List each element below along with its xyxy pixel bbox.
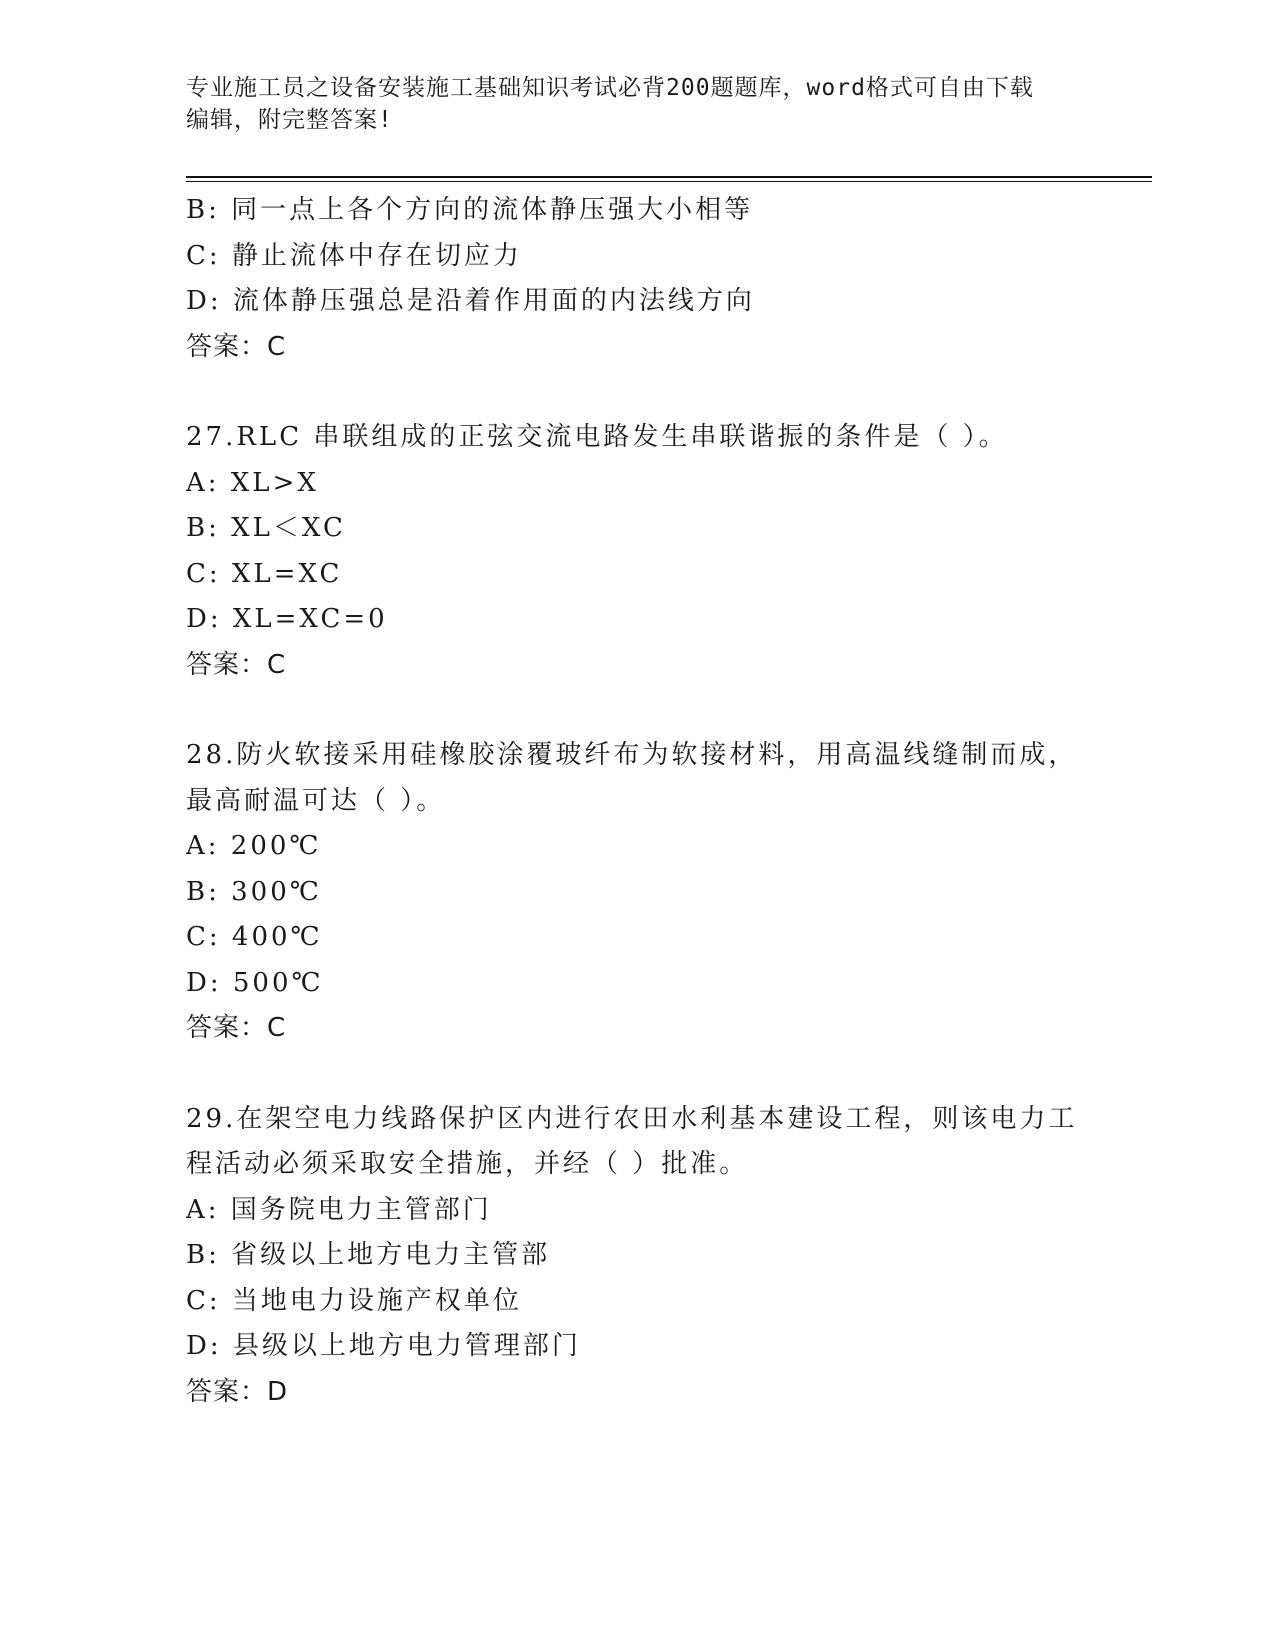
page-header	[186, 72, 1066, 136]
option-c: C: 400℃	[186, 922, 323, 952]
option-d: D: 县级以上地方电力管理部门	[186, 1331, 581, 1361]
header-title-line-2: 编辑，附完整答案!	[186, 107, 393, 133]
answer-line: 答案：D	[186, 1376, 289, 1407]
header-divider-thick	[186, 176, 1152, 178]
header-divider-thin	[186, 181, 1152, 182]
option-b: B: 300℃	[186, 876, 322, 907]
header-title-line-1: 专业施工员之设备安装施工基础知识考试必背200题题库，word格式可自由下载	[186, 75, 1034, 101]
question-stem-line-1: 28.防火软接采用硅橡胶涂覆玻纤布为软接材料，用高温线缝制而成，	[186, 740, 1078, 770]
option-d: D: 流体静压强总是沿着作用面的内法线方向	[186, 286, 755, 316]
answer-line: 答案：C	[186, 331, 287, 362]
question-26-tail	[186, 188, 1086, 370]
question-27	[186, 415, 1086, 688]
option-c: C: 当地电力设施产权单位	[186, 1285, 522, 1316]
answer-line: 答案：C	[186, 649, 287, 680]
spacer	[186, 1052, 1086, 1097]
option-a: A: 200℃	[186, 831, 322, 861]
answer-line: 答案：C	[186, 1013, 287, 1043]
question-stem-line-2: 程活动必须采取安全措施，并经（ ）批准。	[186, 1149, 749, 1179]
spacer	[186, 688, 1086, 733]
question-28	[186, 733, 1086, 1052]
spacer	[186, 370, 1086, 415]
option-b: B: 同一点上各个方向的流体静压强大小相等	[186, 195, 754, 225]
option-a: A: XL>X	[186, 467, 319, 498]
question-29	[186, 1097, 1086, 1416]
option-c: C: XL=XC	[186, 558, 343, 589]
option-b: B: 省级以上地方电力主管部	[186, 1240, 551, 1270]
option-b: B: XL＜XC	[186, 513, 346, 543]
option-c: C: 静止流体中存在切应力	[186, 240, 522, 271]
question-list	[186, 188, 1086, 1415]
question-stem: 27.RLC 串联组成的正弦交流电路发生串联谐振的条件是（ ）。	[186, 422, 1008, 452]
option-d: D: XL=XC=0	[186, 604, 388, 634]
question-stem-line-2: 最高耐温可达（ ）。	[186, 785, 446, 816]
option-d: D: 500℃	[186, 967, 324, 998]
question-stem-line-1: 29.在架空电力线路保护区内进行农田水利基本建设工程，则该电力工	[186, 1103, 1078, 1134]
option-a: A: 国务院电力主管部门	[186, 1194, 492, 1225]
